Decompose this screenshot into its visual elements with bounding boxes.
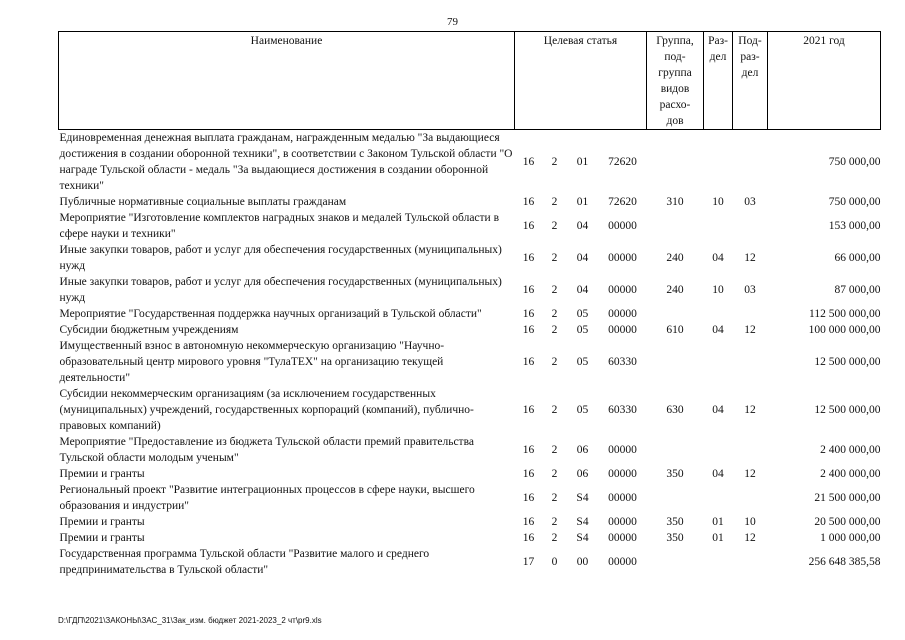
row-name: Премии и гранты [59, 532, 145, 544]
target-part-4: 72620 [608, 156, 637, 168]
razdel [704, 338, 733, 386]
target-part-4: 00000 [608, 516, 637, 528]
podrazdel [733, 210, 768, 242]
expense-group [647, 434, 704, 466]
target-part-4: 00000 [608, 468, 637, 480]
target-part-3: 05 [576, 404, 589, 416]
razdel [704, 130, 733, 195]
amount-2021: 100 000 000,00 [808, 324, 881, 336]
target-part-3: 06 [576, 468, 589, 480]
table-row [59, 274, 881, 306]
podrazdel [733, 338, 768, 386]
target-part-4: 60330 [608, 404, 637, 416]
razdel: 04 [712, 324, 724, 336]
amount-2021: 750 000,00 [828, 156, 881, 168]
target-part-3: 04 [576, 252, 589, 264]
expense-group [647, 210, 704, 242]
razdel [704, 482, 733, 514]
row-name: Иные закупки товаров, работ и услуг для обеспечения государственных (муниципальных) нужд [59, 276, 502, 304]
target-part-1: 16 [522, 324, 535, 336]
row-name: Региональный проект "Развитие интеграционных процессов в сфере науки, высшего образования и индустрии" [59, 484, 475, 512]
target-part-1: 16 [522, 156, 535, 168]
razdel: 04 [712, 252, 724, 264]
target-part-2: 0 [551, 556, 558, 568]
target-part-4: 00000 [608, 284, 637, 296]
table-row [59, 210, 881, 242]
expense-group: 630 [666, 404, 684, 416]
table-header [59, 32, 881, 130]
target-part-3: S4 [576, 532, 589, 544]
table-body [59, 130, 881, 579]
table-row [59, 242, 881, 274]
podrazdel [733, 546, 768, 578]
razdel [704, 210, 733, 242]
podrazdel: 12 [744, 468, 756, 480]
amount-2021: 21 500 000,00 [814, 492, 881, 504]
target-part-3: 05 [576, 356, 589, 368]
razdel [704, 546, 733, 578]
budget-table [58, 31, 881, 578]
table-row [59, 482, 881, 514]
table-row [59, 386, 881, 434]
row-name: Публичные нормативные социальные выплаты гражданам [59, 196, 347, 208]
target-part-2: 2 [551, 516, 558, 528]
row-name: Мероприятие "Предоставление из бюджета Тульской области премий правительства Тульской области молодым ученым" [59, 436, 474, 464]
amount-2021: 1 000 000,00 [820, 532, 881, 544]
target-part-1: 16 [522, 404, 535, 416]
table-row [59, 322, 881, 338]
row-name: Единовременная денежная выплата гражданам, награжденным медалью "За выдающиеся достижения в создании оборонной техники", в соответствии с Законом Тульской области "О награде Тульской области - медаль "За выдающиеся достижения в создании оборонной техники" [59, 132, 513, 192]
target-part-1: 16 [522, 196, 535, 208]
target-part-1: 17 [522, 556, 535, 568]
podrazdel [733, 130, 768, 195]
podrazdel [733, 482, 768, 514]
amount-2021: 87 000,00 [834, 284, 881, 296]
target-part-2: 2 [551, 492, 558, 504]
table-row [59, 514, 881, 530]
amount-2021: 2 400 000,00 [820, 468, 881, 480]
file-path-footer: D:\ГДП\2021\ЗАКОНЫ\ЗАС_31\Зак_изм. бюджет 2021-2023_2 чт\pr9.xls [58, 616, 322, 625]
target-part-2: 2 [551, 468, 558, 480]
razdel: 10 [712, 196, 724, 208]
expense-group: 240 [666, 284, 684, 296]
razdel: 01 [712, 516, 724, 528]
amount-2021: 12 500 000,00 [814, 356, 881, 368]
target-part-4: 00000 [608, 220, 637, 232]
target-part-3: 04 [576, 284, 589, 296]
amount-2021: 112 500 000,00 [809, 308, 881, 320]
amount-2021: 66 000,00 [834, 252, 881, 264]
target-part-1: 16 [522, 252, 535, 264]
header-name: Наименование [59, 32, 515, 130]
target-part-3: S4 [576, 516, 589, 528]
row-name: Премии и гранты [59, 516, 145, 528]
target-part-3: S4 [576, 492, 589, 504]
row-name: Иные закупки товаров, работ и услуг для обеспечения государственных (муниципальных) нужд [59, 244, 502, 272]
expense-group: 350 [666, 516, 684, 528]
table-row [59, 466, 881, 482]
target-part-3: 04 [576, 220, 589, 232]
target-part-2: 2 [551, 156, 558, 168]
target-part-1: 16 [522, 516, 535, 528]
table-row [59, 306, 881, 322]
target-part-1: 16 [522, 468, 535, 480]
header-year: 2021 год [768, 32, 881, 130]
target-part-2: 2 [551, 532, 558, 544]
row-name: Премии и гранты [59, 468, 145, 480]
header-target: Целевая статья [515, 32, 647, 130]
amount-2021: 12 500 000,00 [814, 404, 881, 416]
target-part-2: 2 [551, 324, 558, 336]
page-number: 79 [447, 16, 458, 28]
target-part-3: 01 [576, 156, 589, 168]
target-part-4: 00000 [608, 532, 637, 544]
razdel: 04 [712, 404, 724, 416]
target-part-2: 2 [551, 404, 558, 416]
expense-group [647, 546, 704, 578]
expense-group: 610 [666, 324, 684, 336]
podrazdel: 12 [744, 404, 756, 416]
target-part-2: 2 [551, 284, 558, 296]
razdel: 04 [712, 468, 724, 480]
row-name: Мероприятие "Государственная поддержка научных организаций в Тульской области" [59, 308, 482, 320]
header-razdel: Раз- дел [704, 32, 733, 130]
target-part-3: 05 [576, 308, 589, 320]
target-part-4: 00000 [608, 324, 637, 336]
podrazdel: 12 [744, 324, 756, 336]
podrazdel: 12 [744, 532, 756, 544]
target-part-4: 00000 [608, 492, 637, 504]
target-part-2: 2 [551, 196, 558, 208]
target-part-3: 00 [576, 556, 589, 568]
podrazdel [733, 306, 768, 322]
podrazdel: 10 [744, 516, 756, 528]
podrazdel: 12 [744, 252, 756, 264]
row-name: Субсидии бюджетным учреждениям [59, 324, 239, 336]
target-part-4: 00000 [608, 252, 637, 264]
header-podrazdel: Под- раз- дел [733, 32, 768, 130]
expense-group: 350 [666, 532, 684, 544]
target-part-4: 00000 [608, 308, 637, 320]
expense-group [647, 482, 704, 514]
razdel: 10 [712, 284, 724, 296]
header-group: Группа, под- группа видов расхо- дов [647, 32, 704, 130]
razdel [704, 434, 733, 466]
amount-2021: 2 400 000,00 [820, 444, 881, 456]
table-row [59, 130, 881, 195]
podrazdel: 03 [744, 196, 756, 208]
row-name: Имущественный взнос в автономную некоммерческую организацию "Научно-образовательный центр мирового уровня "ТулаТЕХ" на организацию текущей деятельности" [59, 340, 445, 384]
table-row [59, 194, 881, 210]
expense-group: 310 [666, 196, 684, 208]
expense-group [647, 338, 704, 386]
razdel: 01 [712, 532, 724, 544]
expense-group: 240 [666, 252, 684, 264]
target-part-1: 16 [522, 444, 535, 456]
target-part-3: 01 [576, 196, 589, 208]
amount-2021: 20 500 000,00 [814, 516, 881, 528]
target-part-1: 16 [522, 492, 535, 504]
target-part-3: 05 [576, 324, 589, 336]
table-row [59, 434, 881, 466]
target-part-1: 16 [522, 308, 535, 320]
target-part-2: 2 [551, 252, 558, 264]
target-part-1: 16 [522, 220, 535, 232]
amount-2021: 153 000,00 [828, 220, 881, 232]
expense-group [647, 130, 704, 195]
expense-group [647, 306, 704, 322]
target-part-4: 00000 [608, 556, 637, 568]
row-name: Мероприятие "Изготовление комплектов наградных знаков и медалей Тульской области в сфере науки и техники" [59, 212, 500, 240]
target-part-4: 00000 [608, 444, 637, 456]
row-name: Субсидии некоммерческим организациям (за исключением государственных (муниципальных) учреждений, государственных корпораций (компаний), публично-правовых компаний) [59, 388, 474, 432]
row-name: Государственная программа Тульской области "Развитие малого и среднего предпринимательства в Тульской области" [59, 548, 430, 576]
amount-2021: 256 648 385,58 [808, 556, 881, 568]
amount-2021: 750 000,00 [828, 196, 881, 208]
target-part-1: 16 [522, 284, 535, 296]
target-part-4: 72620 [608, 196, 637, 208]
expense-group: 350 [666, 468, 684, 480]
target-part-2: 2 [551, 356, 558, 368]
target-part-1: 16 [522, 532, 535, 544]
podrazdel: 03 [744, 284, 756, 296]
razdel [704, 306, 733, 322]
podrazdel [733, 434, 768, 466]
target-part-2: 2 [551, 220, 558, 232]
target-part-2: 2 [551, 308, 558, 320]
table-row [59, 338, 881, 386]
table-row [59, 546, 881, 578]
target-part-2: 2 [551, 444, 558, 456]
target-part-1: 16 [522, 356, 535, 368]
table-row [59, 530, 881, 546]
target-part-3: 06 [576, 444, 589, 456]
target-part-4: 60330 [608, 356, 637, 368]
